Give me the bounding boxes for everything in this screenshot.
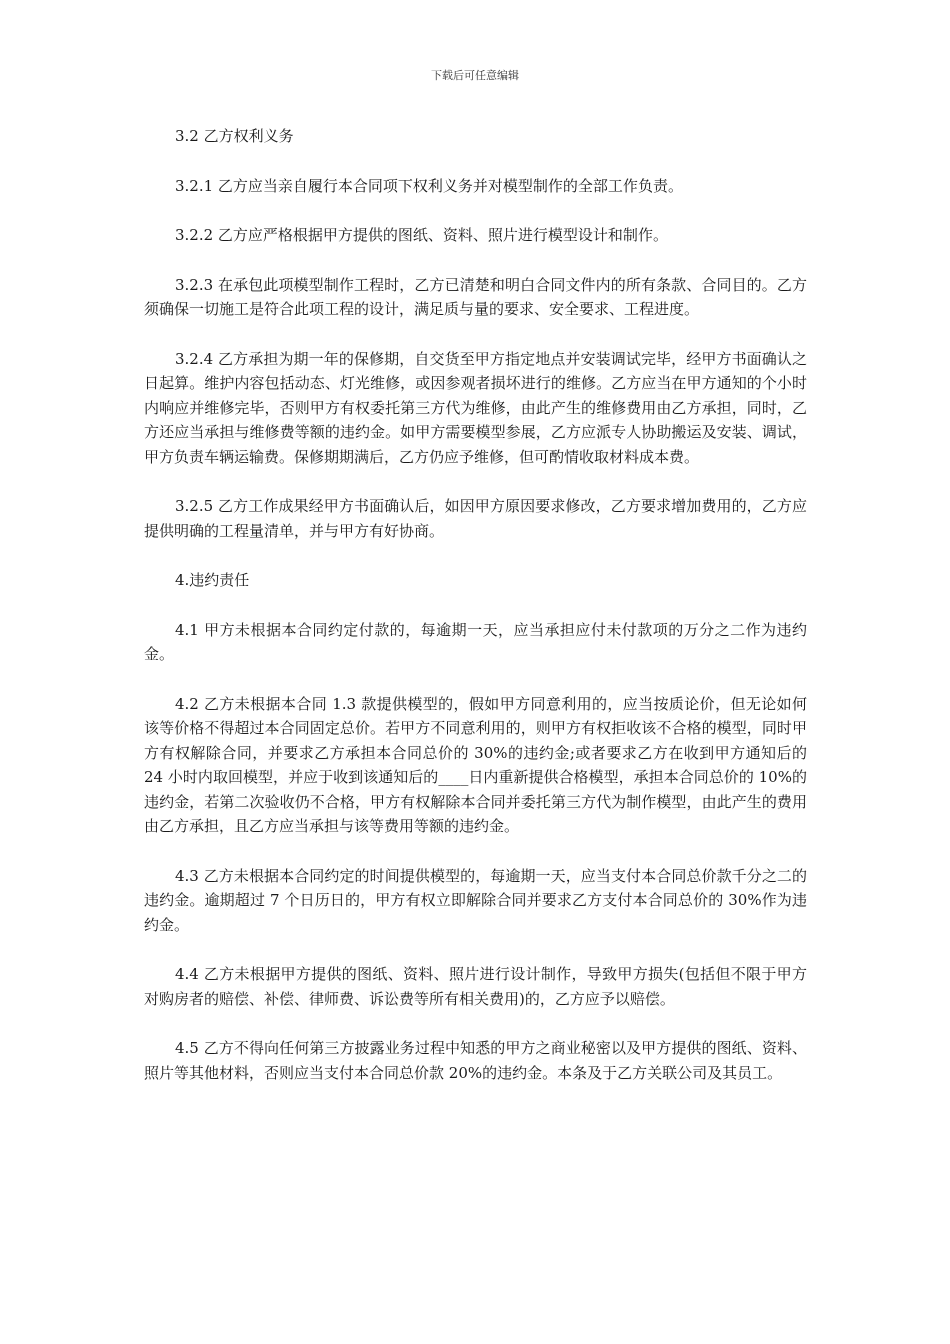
section-heading-4: 4.违约责任 — [175, 571, 250, 589]
clause-3-2-1: 3.2.1 乙方应当亲自履行本合同项下权利义务并对模型制作的全部工作负责。 — [175, 176, 683, 195]
clause-4-3: 4.3 乙方未根据本合同约定的时间提供模型的，每逾期一天，应当支付本合同总价款千分之二的违约金。逾期超过 7 个日历日的，甲方有权立即解除合同并要求乙方支付本合同总价的 30%作为违约金。 — [144, 866, 807, 934]
clause-4-2: 4.2 乙方未根据本合同 1.3 款提供模型的，假如甲方同意利用的，应当按质论价，但无论如何该等价格不得超过本合同固定总价。若甲方不同意利用的，则甲方有权拒收该不合格的模型，同时甲方有权解除合同，并要求乙方承担本合同总价的 30%的违约金;或者要求乙方在收到甲方通知后的 24 小时内取回模型，并应于收到该通知后的____日内重新提供合格模型，承担本合同总价的 10%的违约金，若第二次验收仍不合格，甲方有权解除本合同并委托第三方代为制作模型，由此产生的费用由乙方承担，且乙方应当承担与该等费用等额的违约金。 — [144, 694, 807, 835]
section-heading-3-2: 3.2 乙方权利义务 — [175, 127, 294, 145]
clause-4-1: 4.1 甲方未根据本合同约定付款的，每逾期一天，应当承担应付未付款项的万分之二作为违约金。 — [144, 620, 807, 663]
clause-3-2-3: 3.2.3 在承包此项模型制作工程时，乙方已清楚和明白合同文件内的所有条款、合同目的。乙方须确保一切施工是符合此项工程的设计，满足质与量的要求、安全要求、工程进度。 — [144, 275, 807, 318]
document-body — [144, 124, 807, 1110]
clause-4-4: 4.4 乙方未根据甲方提供的图纸、资料、照片进行设计制作，导致甲方损失(包括但不限于甲方对购房者的赔偿、补偿、律师费、诉讼费等所有相关费用)的，乙方应予以赔偿。 — [144, 965, 807, 1008]
clause-3-2-5: 3.2.5 乙方工作成果经甲方书面确认后，如因甲方原因要求修改，乙方要求增加费用的，乙方应提供明确的工程量清单，并与甲方有好协商。 — [144, 497, 807, 540]
page-header: 下载后可任意编辑 — [431, 69, 519, 82]
clause-3-2-4: 3.2.4 乙方承担为期一年的保修期，自交货至甲方指定地点并安装调试完毕，经甲方书面确认之日起算。维护内容包括动态、灯光维修，或因参观者损坏进行的维修。乙方应当在甲方通知的个小时内响应并维修完毕，否则甲方有权委托第三方代为维修，由此产生的维修费用由乙方承担，同时，乙方还应当承担与维修费等额的违约金。如甲方需要模型参展，乙方应派专人协助搬运及安装、调试，甲方负责车辆运输费。保修期期满后，乙方仍应予维修，但可酌情收取材料成本费。 — [144, 349, 807, 466]
clause-3-2-2: 3.2.2 乙方应严格根据甲方提供的图纸、资料、照片进行模型设计和制作。 — [175, 226, 668, 244]
clause-4-5: 4.5 乙方不得向任何第三方披露业务过程中知悉的甲方之商业秘密以及甲方提供的图纸、资料、照片等其他材料，否则应当支付本合同总价款 20%的违约金。本条及于乙方关联公司及其员工。 — [144, 1039, 807, 1082]
